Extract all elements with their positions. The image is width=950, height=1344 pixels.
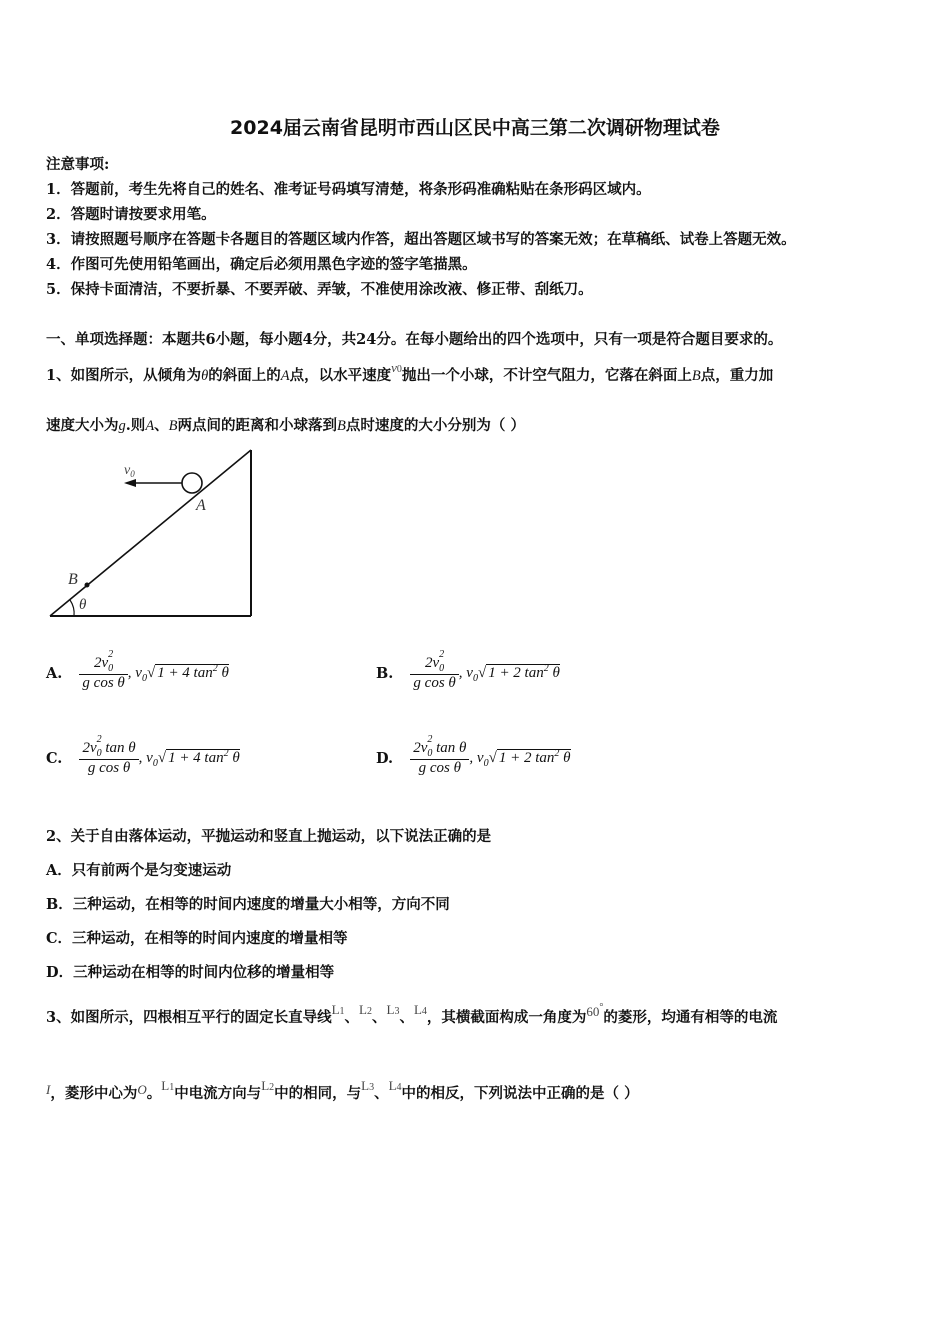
q2-option-c[interactable]: C．三种运动，在相等的时间内速度的增量相等 (46, 930, 348, 947)
q2-stem: 2、关于自由落体运动，平抛运动和竖直上抛运动，以下说法正确的是 (46, 828, 492, 845)
notice-item-3: 3．请按照题号顺序在答题卡各题目的答题区域内作答，超出答题区域书写的答案无效；在草稿纸、试卷上答题无效。 (46, 231, 796, 248)
notice-heading: 注意事项: (46, 156, 110, 173)
incline-slope (50, 450, 251, 616)
label-theta: θ (79, 597, 87, 613)
q3-stem-line2: I，菱形中心为O。L1中电流方向与L2中的相同，与L3、L4中的相反，下列说法中正确的是（ ） (46, 1078, 639, 1102)
q3-stem-line1: 3、如图所示，四根相互平行的固定长直导线L1、L2、L3、L4，其横截面构成一角度为60°的菱形，均通有相等的电流 (46, 1002, 778, 1026)
label-point-a: A (196, 497, 206, 514)
incline-figure (44, 446, 259, 622)
label-v0: $v_0$ (124, 463, 135, 479)
notice-item-5: 5．保持卡面清洁，不要折暴、不要弄破、弄皱，不准使用涂改液、修正带、刮纸刀。 (46, 281, 593, 298)
q1-option-b[interactable]: B. 2v 2 $_0$ g cos θ , $v_0√$ 1 + 2 $\tan^2 \theta$ (376, 649, 560, 691)
notice-item-4: 4．作图可先使用铅笔画出，确定后必须用黑色字迹的签字笔描黑。 (46, 256, 477, 273)
q1-option-d[interactable]: D. 2v 2 $_0$ tan θ g cos θ , $v_0√$ 1 + 2 $\tan^2 \theta$ (376, 734, 571, 776)
q1-option-c[interactable]: C. 2v 2 $_0$ tan θ g cos θ , $v_0√$ 1 + 4 $\tan^2 \theta$ (46, 734, 240, 776)
q2-option-d[interactable]: D．三种运动在相等的时间内位移的增量相等 (46, 964, 335, 981)
notice-item-1: 1．答题前，考生先将自己的姓名、准考证号码填写清楚，将条形码准确粘贴在条形码区域内。 (46, 181, 651, 198)
q2-option-b[interactable]: B．三种运动，在相等的时间内速度的增量大小相等，方向不同 (46, 896, 450, 913)
q1-option-a[interactable]: A. 2v 2 $_0$ g cos θ , $v_0√$ 1 + 4 $\tan^2 \theta$ (46, 649, 229, 691)
page-title: 2024届云南省昆明市西山区民中高三第二次调研物理试卷 (230, 117, 720, 139)
velocity-arrowhead (124, 479, 136, 487)
label-point-b: B (68, 571, 78, 588)
q1-stem-line1: 1、如图所示，从倾角为θ的斜面上的A点，以水平速度v0抛出一个小球，不计空气阻力，它落在斜面上B点，重力加 (46, 360, 774, 384)
ball (182, 473, 202, 493)
section-heading: 一、单项选择题：本题共6小题，每小题4分，共24分。在每小题给出的四个选项中，只有一项是符合题目要求的。 (46, 331, 783, 348)
q2-option-a[interactable]: A．只有前两个是匀变速运动 (46, 862, 232, 879)
point-b-dot (85, 583, 90, 588)
notice-item-2: 2．答题时请按要求用笔。 (46, 206, 216, 223)
angle-arc (70, 600, 74, 616)
q1-stem-line2: 速度大小为g.则A、B两点间的距离和小球落到B点时速度的大小分别为（ ） (46, 417, 525, 434)
